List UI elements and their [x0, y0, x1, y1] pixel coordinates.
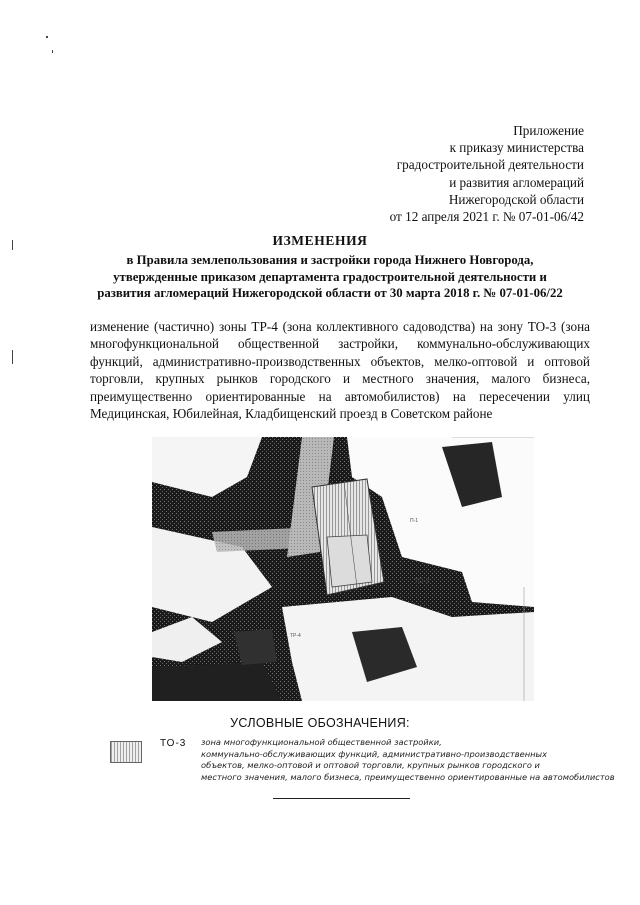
document-subtitle — [60, 252, 600, 302]
body-line: Медицинская, Юбилейная, Кладбищенский проезд в Советском районе — [90, 406, 493, 422]
subtitle-line: развития агломераций Нижегородской области от 30 марта 2018 г. № 07-01-06/22 — [97, 286, 563, 300]
subtitle-line: утвержденные приказом департамента градостроительной деятельности и — [113, 269, 547, 284]
scan-speck — [12, 350, 13, 364]
appendix-line: от 12 апреля 2021 г. № 07-01-06/42 — [389, 209, 584, 225]
appendix-block — [390, 122, 584, 225]
parcel-boundary — [327, 535, 372, 587]
body-line: многофункциональной общественной застройки, коммунально-обслуживающих — [90, 336, 590, 352]
zoning-map — [152, 437, 534, 701]
scan-speck — [46, 36, 48, 38]
body-line: преимущественно ориентированные на автомобилистов) на пересечении улиц — [90, 388, 590, 404]
map-small-label: П-1 — [410, 518, 419, 524]
appendix-line: и развития агломераций — [449, 174, 584, 190]
map-area-dark — [152, 662, 282, 701]
body-line: функций, административно-производственных объектов, мелко-оптовой и оптовой — [90, 353, 590, 369]
subtitle-line: в Правила землепользования и застройки города Нижнего Новгорода, — [126, 253, 534, 267]
document-title: ИЗМЕНЕНИЯ — [272, 233, 368, 248]
closing-rule — [273, 798, 410, 799]
legend-description-line: зона многофункциональной общественной застройки, — [201, 737, 442, 747]
scan-speck — [52, 50, 53, 53]
legend-description-line: коммунально-обслуживающих функций, административно-производственных — [201, 748, 548, 759]
legend-title: УСЛОВНЫЕ ОБОЗНАЧЕНИЯ: — [230, 716, 410, 730]
body-paragraph — [90, 318, 590, 422]
legend-description-line: объектов, мелко-оптовой и оптовой торговли, крупных рынков городского и — [201, 760, 540, 771]
legend-description-line: местного значения, малого бизнеса, преимущественно ориентированные на автомобилистов — [201, 771, 615, 782]
map-small-label: ТР-4 — [290, 633, 301, 639]
appendix-line: к приказу министерства — [449, 140, 584, 156]
body-line: изменение (частично) зоны ТР-4 (зона коллективного садоводства) на зону ТО-3 (зона — [90, 319, 590, 334]
map-zone-label: ТО-3 — [414, 578, 430, 585]
appendix-line: Приложение — [513, 123, 584, 138]
legend-code: ТО-3 — [160, 738, 187, 749]
legend-description — [201, 737, 615, 783]
appendix-line: градостроительной деятельности — [396, 157, 584, 173]
legend-swatch-icon — [110, 741, 142, 763]
appendix-line: Нижегородской области — [448, 191, 584, 207]
body-line: торговли, крупных рынков городского и местного значения, малого бизнеса, — [90, 371, 590, 387]
